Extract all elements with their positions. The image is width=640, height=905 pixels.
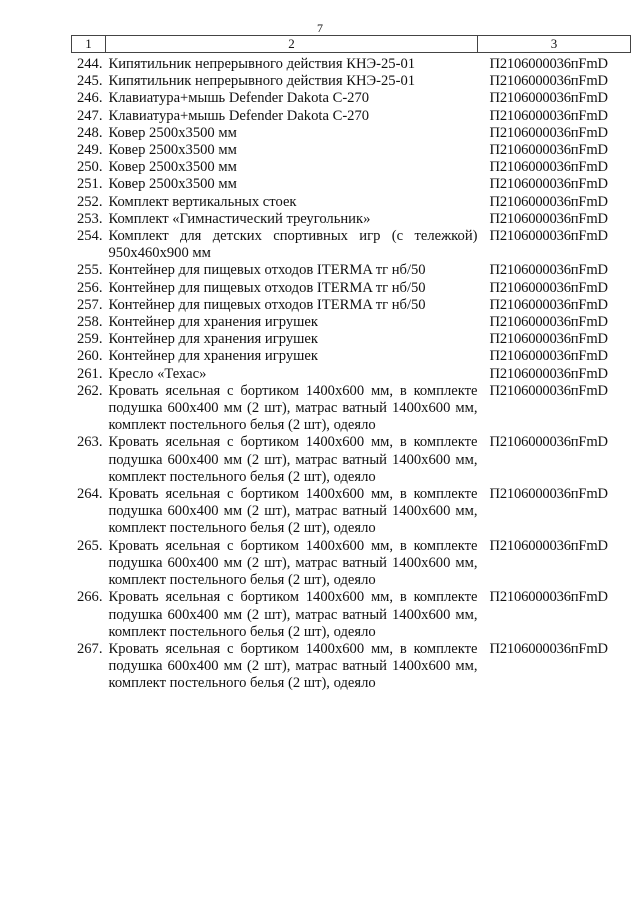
row-number: 252. [76,193,103,210]
inventory-code: П2106000036пFmD [489,159,608,176]
item-name: Кровать ясельная с бортиком 1400х600 мм, в комплекте подушка 600х400 мм (2 шт), матрас ватный 1400х600 мм, комплект постельного белья (2 шт), одеяло [108,589,478,640]
item-name: Контейнер для пищевых отходов ITERMA тг нб/50 [108,262,426,279]
item-name: Кровать ясельная с бортиком 1400х600 мм, в комплекте подушка 600х400 мм (2 шт), матрас ватный 1400х600 мм, комплект постельного белья (2 шт), одеяло [108,486,478,537]
inventory-code: П2106000036пFmD [489,640,608,657]
table-row [72,262,631,279]
item-name: Ковер 2500х3500 мм [108,142,237,159]
row-number: 267. [76,640,103,657]
item-name: Кровать ясельная с бортиком 1400х600 мм, в комплекте подушка 600х400 мм (2 шт), матрас ватный 1400х600 мм, комплект постельного белья (2 шт), одеяло [108,537,478,589]
table-header-row [72,36,631,53]
row-number: 255. [76,262,103,279]
table-row [72,90,631,107]
item-name: Клавиатура+мышь Defender Dakota С-270 [108,90,370,107]
inventory-code: П2106000036пFmD [489,589,608,606]
row-number: 263. [76,434,103,451]
table-row [72,366,631,383]
column-header-3: 3 [478,36,631,53]
table-body [72,53,631,693]
table-row [72,434,631,486]
row-number: 266. [76,589,103,606]
item-name: Комплект для детских спортивных игр (с тележкой) 950х460х900 мм [108,228,478,262]
table-row [72,125,631,142]
table-row [72,589,631,641]
item-name: Кипятильник непрерывного действия КНЭ-25-01 [108,73,416,90]
inventory-code: П2106000036пFmD [489,90,608,107]
table-row [72,159,631,176]
table-row [72,53,631,74]
inventory-code: П2106000036пFmD [489,176,608,193]
table-row [72,73,631,90]
table-row [72,538,631,590]
table-row [72,142,631,159]
row-number: 258. [76,314,103,331]
table-row [72,194,631,211]
table-row [72,383,631,435]
table-row [72,108,631,125]
table-row [72,176,631,193]
inventory-code: П2106000036пFmD [489,124,608,141]
row-number: 256. [76,279,103,296]
column-header-2: 2 [106,36,478,53]
inventory-code: П2106000036пFmD [489,142,608,159]
row-number: 260. [76,348,103,365]
row-number: 251. [76,176,103,193]
row-number: 257. [76,296,103,313]
item-name: Контейнер для хранения игрушек [108,331,318,348]
item-name: Комплект вертикальных стоек [108,193,297,210]
inventory-code: П2106000036пFmD [489,434,608,451]
item-name: Ковер 2500х3500 мм [108,159,237,176]
item-name: Контейнер для хранения игрушек [108,348,318,365]
inventory-code: П2106000036пFmD [489,537,608,554]
table-row [72,228,631,262]
row-number: 261. [76,365,103,382]
inventory-code: П2106000036пFmD [489,486,608,503]
inventory-code: П2106000036пFmD [489,193,608,210]
table-row [72,486,631,538]
inventory-code: П2106000036пFmD [489,314,608,331]
inventory-code: П2106000036пFmD [489,348,608,365]
item-name: Ковер 2500х3500 мм [108,124,237,141]
inventory-table [71,35,631,693]
inventory-code: П2106000036пFmD [489,210,608,227]
row-number: 265. [76,537,103,554]
table-row [72,641,631,693]
item-name: Контейнер для хранения игрушек [108,314,318,331]
inventory-code: П2106000036пFmD [489,331,608,348]
inventory-code: П2106000036пFmD [489,279,608,296]
inventory-code: П2106000036пFmD [489,56,608,72]
row-number: 244. [76,56,103,72]
table-row [72,331,631,348]
row-number: 248. [76,124,103,141]
table-row [72,297,631,314]
item-name: Контейнер для пищевых отходов ITERMA тг нб/50 [108,296,426,313]
inventory-code: П2106000036пFmD [489,107,608,124]
row-number: 247. [76,107,103,124]
row-number: 259. [76,331,103,348]
item-name: Контейнер для пищевых отходов ITERMA тг нб/50 [108,279,426,296]
item-name: Комплект «Гимнастический треугольник» [108,210,371,227]
row-number: 253. [76,210,103,227]
row-number: 250. [76,159,103,176]
item-name: Кровать ясельная с бортиком 1400х600 мм, в комплекте подушка 600х400 мм (2 шт), матрас ватный 1400х600 мм, комплект постельного белья (2 шт), одеяло [108,640,478,692]
table-row [72,348,631,365]
row-number: 262. [76,382,103,399]
inventory-code: П2106000036пFmD [489,382,608,399]
row-number: 264. [76,486,103,503]
item-name: Кипятильник непрерывного действия КНЭ-25-01 [108,56,416,72]
inventory-code: П2106000036пFmD [489,296,608,313]
inventory-code: П2106000036пFmD [489,365,608,382]
item-name: Кровать ясельная с бортиком 1400х600 мм, в комплекте подушка 600х400 мм (2 шт), матрас ватный 1400х600 мм, комплект постельного белья (2 шт), одеяло [108,382,478,434]
item-name: Кровать ясельная с бортиком 1400х600 мм, в комплекте подушка 600х400 мм (2 шт), матрас ватный 1400х600 мм, комплект постельного белья (2 шт), одеяло [108,434,478,485]
item-name: Клавиатура+мышь Defender Dakota С-270 [108,107,370,124]
page-number: 7 [317,21,323,35]
inventory-code: П2106000036пFmD [489,262,608,279]
item-name: Кресло «Техас» [108,365,207,382]
row-number: 245. [76,73,103,90]
row-number: 246. [76,90,103,107]
table-row [72,280,631,297]
column-header-1: 1 [72,36,106,53]
table-row [72,314,631,331]
row-number: 249. [76,142,103,159]
inventory-code: П2106000036пFmD [489,73,608,90]
item-name: Ковер 2500х3500 мм [108,176,237,193]
table-row [72,211,631,228]
row-number: 254. [76,228,103,245]
inventory-code: П2106000036пFmD [489,228,608,245]
